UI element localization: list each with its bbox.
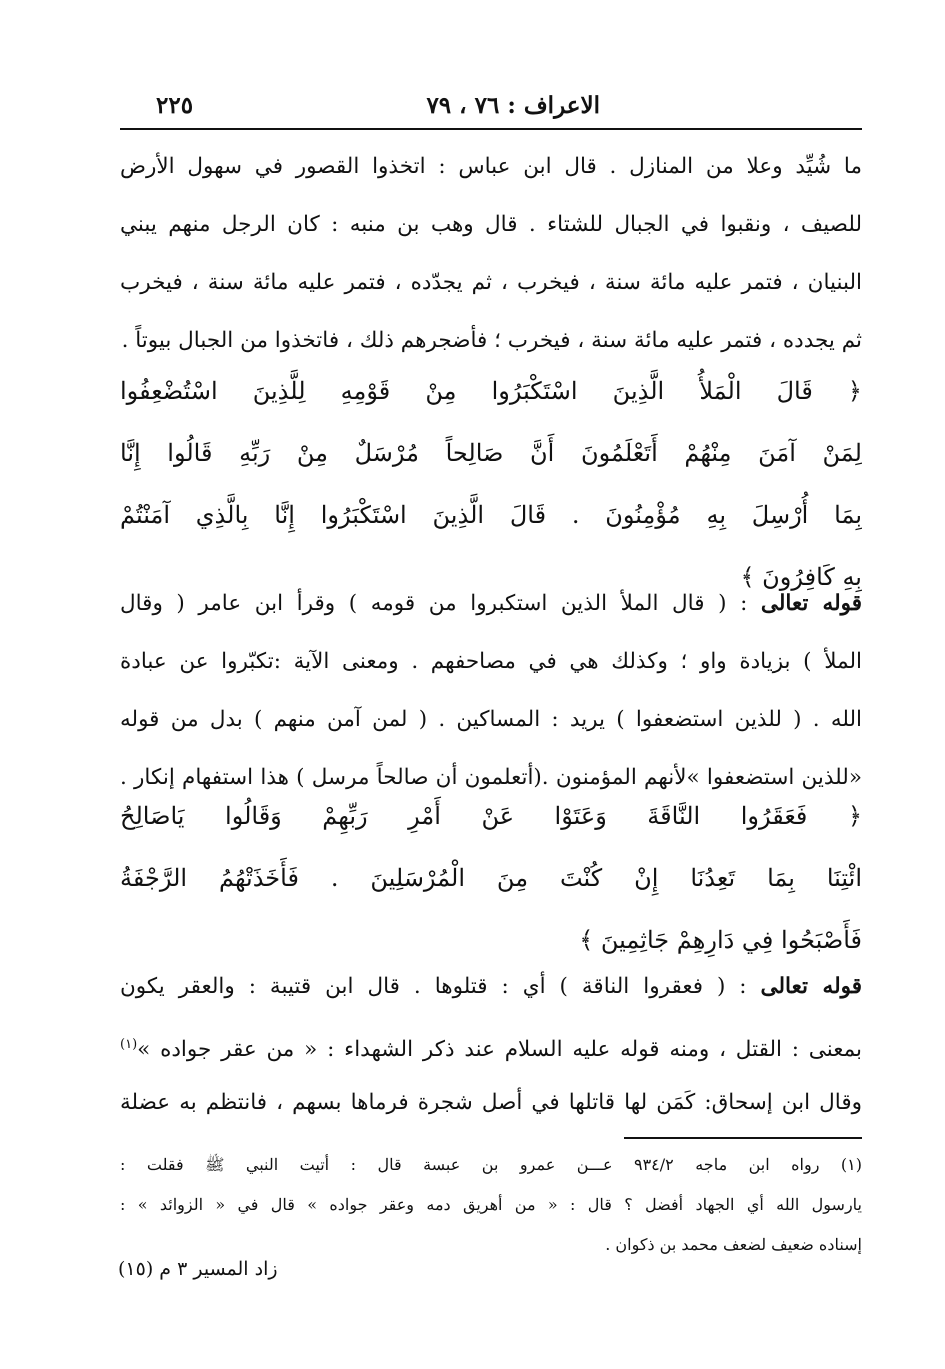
quran-verse-1 <box>120 360 862 608</box>
page-header <box>120 88 862 128</box>
verse-line: بِمَا أُرْسِلَ بِهِ مُؤْمِنُونَ . قَالَ الَّذِينَ اسْتَكْبَرُوا إِنَّا بِالَّذِي آمَنْتُمْ <box>120 501 862 529</box>
text-run: : ( قال الملأ الذين استكبروا من قومه ) وقرأ ابن عامر ( وقال <box>120 591 748 616</box>
text-line: «للذين استضعفوا »لأنهم المؤمنون .(أتعلمون أن صالحاً مرسل ) هذا استفهام إنكار . <box>120 765 862 790</box>
paragraph-2 <box>120 575 862 807</box>
footnote-ref: (١) <box>120 1037 138 1052</box>
text-line: وقال ابن إسحاق: كَمَن لها قاتلها في أصل شجرة فرماها بسهم ، فانتظم به عضلة <box>120 1090 862 1115</box>
paragraph-1 <box>120 138 862 370</box>
signature-mark: زاد المسير ٣ م (١٥) <box>118 1258 278 1280</box>
verse-line: بِهِ كَافِرُونَ ﴾ <box>740 563 862 591</box>
page-number: ٢٢٥ <box>156 92 194 119</box>
header-rule <box>120 128 862 130</box>
text-line <box>120 575 862 633</box>
text-line: ثم يجدده ، فتمر عليه مائة سنة ، فيخرب ؛ فأضجرهم ذلك ، فاتخذوا من الجبال بيوتاً . <box>121 328 862 353</box>
text-line: للصيف ، ونقبوا في الجبال للشتاء . قال وهب بن منبه : كان الرجل منهم يبني <box>120 212 862 237</box>
footnote-line: إسناده ضعيف لضعف محمد بن ذكوان . <box>605 1235 862 1254</box>
text-run: : ( فعقروا الناقة ) أي : قتلوها . قال ابن قتيبة : والعقر يكون <box>120 974 747 999</box>
text-line: الله . ( للذين استضعفوا ) يريد : المساكين . ( لمن آمن منهم ) بدل من قوله <box>120 707 862 732</box>
footnote-rule <box>624 1137 862 1139</box>
text-line: ما شُيِّد وعلا من المنازل . قال ابن عباس : اتخذوا القصور في سهول الأرض <box>120 154 862 179</box>
verse-line: فَأَصْبَحُوا فِي دَارِهِمْ جَاثِمِينَ ﴾ <box>579 926 862 954</box>
verse-line: ائْتِنَا بِمَا تَعِدُنَا إِنْ كُنْتَ مِنَ الْمُرْسَلِينَ . فَأَخَذَتْهُمُ الرَّجْفَةُ <box>120 864 862 892</box>
commentary-lead: قوله تعالى <box>760 591 862 616</box>
quran-verse-2 <box>120 785 862 971</box>
verse-line: لِمَنْ آمَنَ مِنْهُمْ أَتَعْلَمُونَ أَنَّ صَالِحاً مُرْسَلٌ مِنْ رَبِّهِ قَالُوا إِنَّا <box>120 439 862 467</box>
commentary-lead: قوله تعالى <box>760 974 862 999</box>
footnotes <box>120 1145 862 1265</box>
footnote-line: يارسول الله أي الجهاد أفضل ؟ قال : « من أهريق دمه وعقر جواده » قال في « الزوائد » : <box>120 1195 862 1214</box>
verse-line: ﴿ قَالَ الْمَلأُ الَّذِينَ اسْتَكْبَرُوا مِنْ قَوْمِهِ لِلَّذِينَ اسْتُضْعِفُوا <box>120 377 862 405</box>
text-run: بمعنى : القتل ، ومنه قوله عليه السلام عند ذكر الشهداء : « من عقر جواده » <box>137 1037 862 1063</box>
running-title: الاعراف : ٧٦ ، ٧٩ <box>426 92 600 119</box>
footnote-line: (١) رواه ابن ماجه ٩٣٤/٢ عـــن عمرو بن عبسة قال : أتيت النبي ﷺ فقلت : <box>120 1155 862 1174</box>
text-line: البنيان ، فتمر عليه مائة سنة ، فيخرب ، ثم يجدّده ، فتمر عليه مائة سنة ، فيخرب <box>120 270 862 295</box>
text-line <box>120 958 862 1016</box>
verse-line: ﴿ فَعَقَرُوا النَّاقَةَ وَعَتَوْا عَنْ أَمْرِ رَبِّهِمْ وَقَالُوا يَاصَالِحُ <box>120 802 862 830</box>
paragraph-3 <box>120 958 862 1132</box>
text-line: الملأ ) بزيادة واو ؛ وكذلك هي في مصاحفهم . ومعنى الآية :تكبّروا عن عبادة <box>120 649 862 674</box>
text-line <box>120 1016 862 1074</box>
